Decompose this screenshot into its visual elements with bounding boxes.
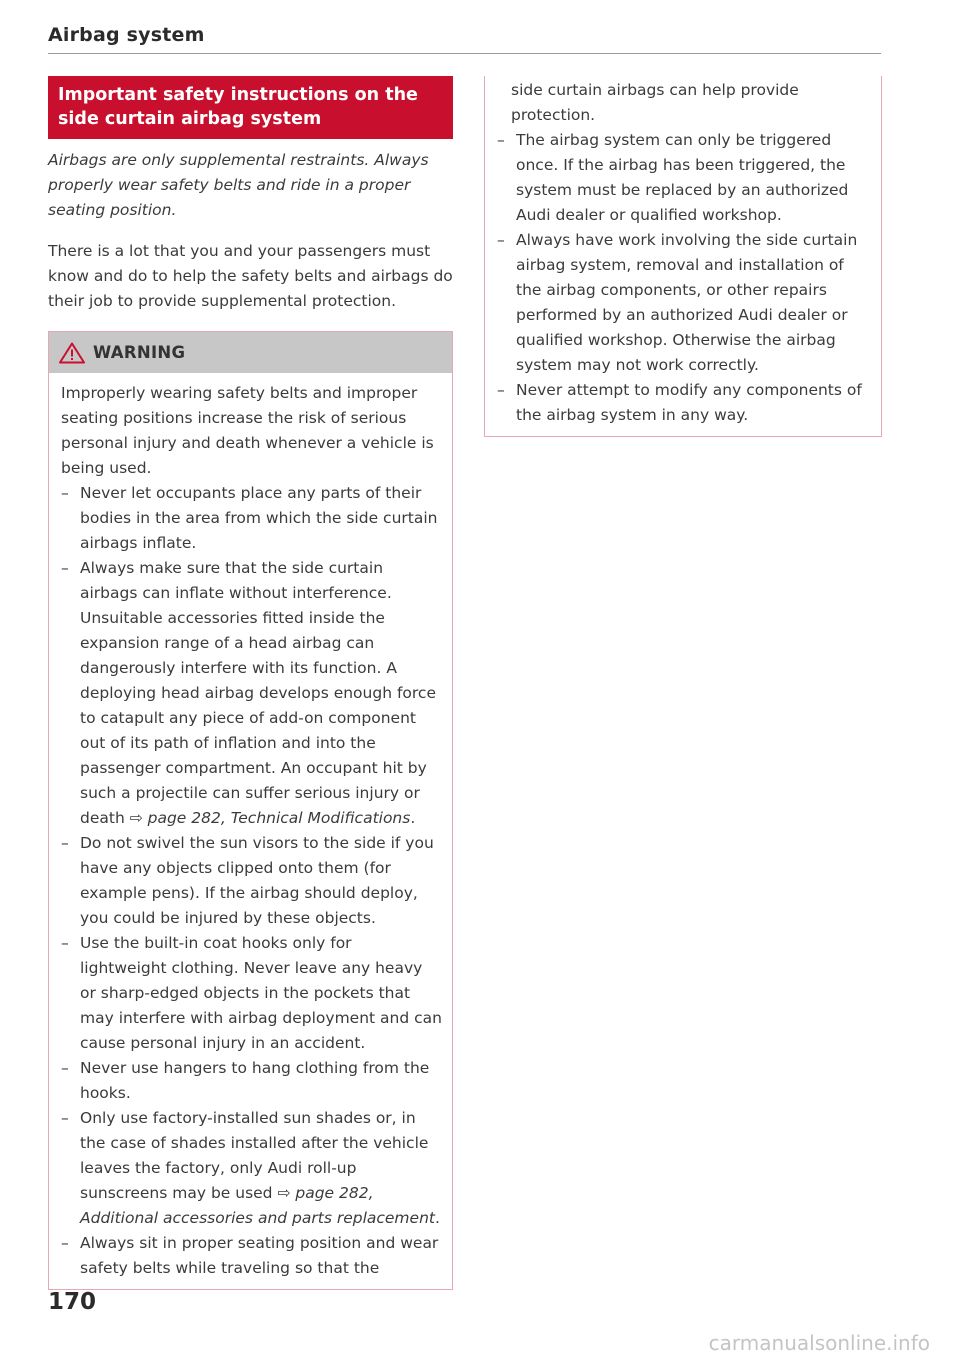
header-divider (48, 53, 881, 54)
intro-italic-text: Airbags are only supplemental restraints. Always properly wear safety belts and ride in a proper seating position. (48, 151, 429, 219)
warning-list-continued (497, 128, 869, 428)
list-item: – Only use factory-installed sun shades or, in the case of shades installed after the vehicle leaves the factory, only Audi roll-up sunscreens may be used ⇨ page 282, Additional accessories and parts replacement. (61, 1106, 442, 1231)
warning-triangle-icon (59, 342, 85, 364)
list-item: – Always sit in proper seating position and wear safety belts while traveling so that the (61, 1231, 442, 1281)
list-item: – Always have work involving the side curtain airbag system, removal and installation of the airbag components, or other repairs performed by an authorized Audi dealer or qualified workshop. Otherwise the airbag system may not work correctly. (497, 228, 869, 378)
page-number: 170 (48, 1289, 97, 1315)
intro-paragraph: There is a lot that you and your passengers must know and do to help the safety belts and airbags do their job to provide supplemental protection. (48, 242, 453, 310)
warning-label: WARNING (93, 343, 186, 362)
list-item: – Use the built-in coat hooks only for lightweight clothing. Never leave any heavy or sharp-edged objects in the pockets that may interfere with airbag deployment and can cause personal injury in an accident. (61, 931, 442, 1056)
warning-list (61, 481, 442, 1281)
warning-body (49, 373, 452, 1289)
list-item: – Never attempt to modify any components of the airbag system in any way. (497, 378, 869, 428)
watermark: carmanualsonline.info (708, 1331, 930, 1355)
page-reference-link[interactable]: ⇨ page 282, Technical Modifications (129, 809, 411, 827)
list-item: – Never let occupants place any parts of their bodies in the area from which the side curtain airbags inflate. (61, 481, 442, 556)
page-reference-link[interactable]: ⇨ page 282, Additional accessories and parts replacement (80, 1184, 435, 1227)
left-column (48, 76, 453, 1290)
chapter-title: Airbag system (48, 24, 205, 46)
warning-continued-text: side curtain airbags can help provide protection. (511, 81, 799, 124)
list-item: – Do not swivel the sun visors to the side if you have any objects clipped onto them (for example pens). If the airbag should deploy, you could be injured by these objects. (61, 831, 442, 931)
warning-continuation-box (484, 76, 882, 437)
warning-intro: Improperly wearing safety belts and improper seating positions increase the risk of serious personal injury and death whenever a vehicle is being used. (61, 384, 434, 477)
list-item: – The airbag system can only be triggered once. If the airbag has been triggered, the system must be replaced by an authorized Audi dealer or qualified workshop. (497, 128, 869, 228)
right-column (484, 76, 882, 437)
list-item: – Never use hangers to hang clothing from the hooks. (61, 1056, 442, 1106)
warning-header (49, 332, 452, 373)
list-item: – Always make sure that the side curtain airbags can inflate without interference. Unsuitable accessories fitted inside the expansion range of a head airbag can dangerously interfere with its function. A deploying head airbag develops enough force to catapult any piece of add-on component out of its path of inflation and into the passenger compartment. An occupant hit by such a projectile can suffer serious injury or death ⇨ page 282, Technical Modifications. (61, 556, 442, 831)
section-heading: Important safety instructions on the side curtain airbag system (48, 76, 453, 139)
warning-box (48, 331, 453, 1290)
